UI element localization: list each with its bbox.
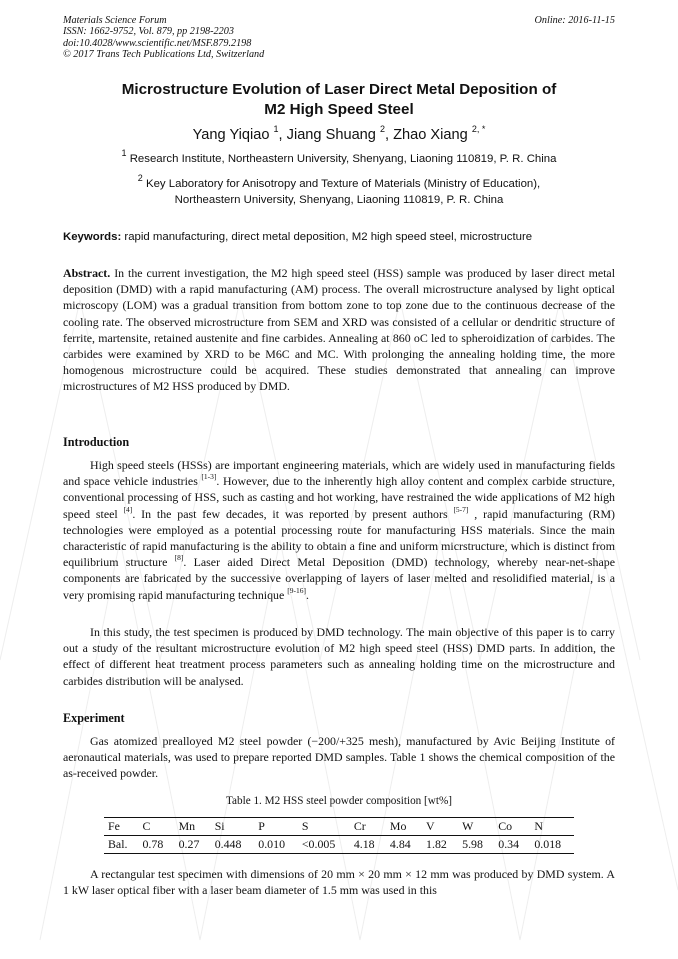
keywords <box>63 229 615 245</box>
author-affil-mark: 1 <box>273 124 279 135</box>
abstract-text: In the current investigation, the M2 high speed steel (HSS) sample was produced by laser direct metal deposition (DMD) with a rapid manufacturing (AM) process. The overall microstructure analysed by light optical microscopy (LOM) was a gradual transition from bottom zone to top zone due to the continuous decrease of the cooling rate. The observed microstructure from SEM and XRD was consisted of a cellular or dendritic structure of ferrite, martensite, retained austenite and fine carbides. Annealing at 860 oC led to spheroidization of carbides. The carbides were examined by XRD to be M6C and MC. With prolonging the annealing holding time, the more homogenous microstructure could be acquired. These studies demonstrated that annealing can improve microstructures of M2 HSS produced by DMD. <box>63 266 615 394</box>
composition-table <box>104 817 574 854</box>
author-name: Yang Yiqiao <box>192 127 274 143</box>
introduction-paragraph-2: In this study, the test specimen is produced by DMD technology. The main objective of this paper is to carry out a study of the resultant microstructure evolution of M2 high speed steel (HSS) DMD parts. In addition, the effect of different heat treatment process parameters such as annealing holding time on the microstructure and carbides distribution will be analysed. <box>63 625 615 688</box>
table-header-cell: Mo <box>386 818 422 836</box>
table-header-cell: S <box>298 818 350 836</box>
citation-link[interactable]: [9-16] <box>287 585 306 595</box>
author-affil-mark: 2 <box>379 124 385 135</box>
table-header-cell: N <box>530 818 574 836</box>
journal-name: Materials Science Forum <box>63 15 167 26</box>
copyright-notice: © 2017 Trans Tech Publications Ltd, Switzerland <box>63 49 265 61</box>
table-header-cell: Co <box>494 818 530 836</box>
table-header-cell: P <box>254 818 298 836</box>
table-cell: 0.34 <box>494 836 530 854</box>
paragraph-text: . However, due to the inherently high alloy content and complex carbide structure, conventional processing of HSS, such as casting and hot working, have restrained the wide applications of M2 high speed steel <box>63 474 615 521</box>
citation-link[interactable]: [1-3] <box>201 472 217 482</box>
section-heading-introduction: Introduction <box>63 435 130 449</box>
paragraph-text: High speed steels (HSSs) are important engineering materials, which are widely used in manufacturing fields and space vehicle industries <box>63 458 615 489</box>
table-cell: 0.010 <box>254 836 298 854</box>
table-header-cell: C <box>138 818 174 836</box>
table-cell: 4.18 <box>350 836 386 854</box>
affil-mark: 2 <box>137 173 143 184</box>
affil-text: Key Laboratory for Anisotropy and Texture of Materials (Ministry of Education), <box>142 178 541 190</box>
keywords-label: Keywords: <box>63 231 122 243</box>
experiment-paragraph-1: Gas atomized prealloyed M2 steel powder (−200/+325 mesh), manufactured by Avic Beijing Institute of aeronautical materials, was used to prepare reported DMD samples. Table 1 shows the chemical composition of the as-received powder. <box>63 734 615 781</box>
journal-header <box>63 15 264 61</box>
table-cell: 4.84 <box>386 836 422 854</box>
table-cell: 0.78 <box>138 836 174 854</box>
citation-link[interactable]: [8] <box>174 553 184 563</box>
table-header-cell: V <box>422 818 458 836</box>
experiment-paragraph-2: A rectangular test specimen with dimensions of 20 mm × 20 mm × 12 mm was produced by DMD system. A 1 kW laser optical fiber with a laser beam diameter of 1.5 mm was used in this <box>63 867 615 898</box>
online-date: Online: 2016-11-15 <box>534 15 615 26</box>
paragraph-text: , rapid manufacturing (RM) technologies were employed as a potential processing route for manufacturing HSS materials. Since the main characteristic of rapid manufacturing is the ability to obtain a fine and uniform micrstructure, which is distinct from equilibrium structure <box>63 506 615 570</box>
table-cell: 5.98 <box>458 836 494 854</box>
table-header-cell: Fe <box>104 818 138 836</box>
table-cell: 0.27 <box>175 836 211 854</box>
paragraph-text: . Laser aided Direct Metal Deposition (DMD) technology, whereby near-net-shape components are fabricated by the successive overlapping of layers of laser melted and resolidified material, is a very promising rapid manufacturing technique <box>63 555 616 602</box>
affil-text: Northeastern University, Shenyang, Liaoning 110819, P. R. China <box>174 194 504 206</box>
author-separator: , <box>278 127 287 143</box>
title-line-1: Microstructure Evolution of Laser Direct Metal Deposition of <box>121 81 557 98</box>
affiliation-1 <box>63 148 615 167</box>
author-separator: , <box>385 127 394 143</box>
author-affil-mark: 2, * <box>471 124 486 135</box>
table-caption: Table 1. M2 HSS steel powder composition [wt%] <box>225 795 453 807</box>
table-header-cell: Cr <box>350 818 386 836</box>
keywords-text: rapid manufacturing, direct metal deposition, M2 high speed steel, microstructure <box>121 231 533 243</box>
table-cell: Bal. <box>104 836 138 854</box>
table-value-row <box>104 836 574 854</box>
affiliation-2 <box>63 173 615 208</box>
author-list <box>63 125 615 145</box>
section-heading-experiment: Experiment <box>63 711 125 725</box>
abstract-label: Abstract. <box>63 266 111 280</box>
author-name: Jiang Shuang <box>286 127 380 143</box>
citation-link[interactable]: [4] <box>123 504 133 514</box>
table-header-cell: Si <box>211 818 255 836</box>
affil-text: Research Institute, Northeastern University, Shenyang, Liaoning 110819, P. R. China <box>126 153 557 165</box>
paragraph-text: . <box>305 587 309 602</box>
issn-volume: ISSN: 1662-9752, Vol. 879, pp 2198-2203 <box>63 26 234 38</box>
doi-link[interactable]: doi:10.4028/www.scientific.net/MSF.879.2198 <box>63 37 252 49</box>
author-name: Zhao Xiang <box>393 127 472 143</box>
table-header-cell: Mn <box>175 818 211 836</box>
affil-mark: 1 <box>121 148 127 159</box>
table-cell: 0.018 <box>530 836 574 854</box>
table-cell: <0.005 <box>298 836 350 854</box>
table-cell: 1.82 <box>422 836 458 854</box>
citation-link[interactable]: [5-7] <box>453 504 469 514</box>
table-header-row <box>104 818 574 836</box>
table-cell: 0.448 <box>211 836 255 854</box>
paper-title <box>63 80 615 119</box>
table-header-cell: W <box>458 818 494 836</box>
introduction-paragraph-1 <box>63 457 615 603</box>
abstract <box>63 265 615 395</box>
paragraph-text: . In the past few decades, it was reported by present authors <box>132 506 454 521</box>
title-line-2: M2 High Speed Steel <box>264 100 414 118</box>
